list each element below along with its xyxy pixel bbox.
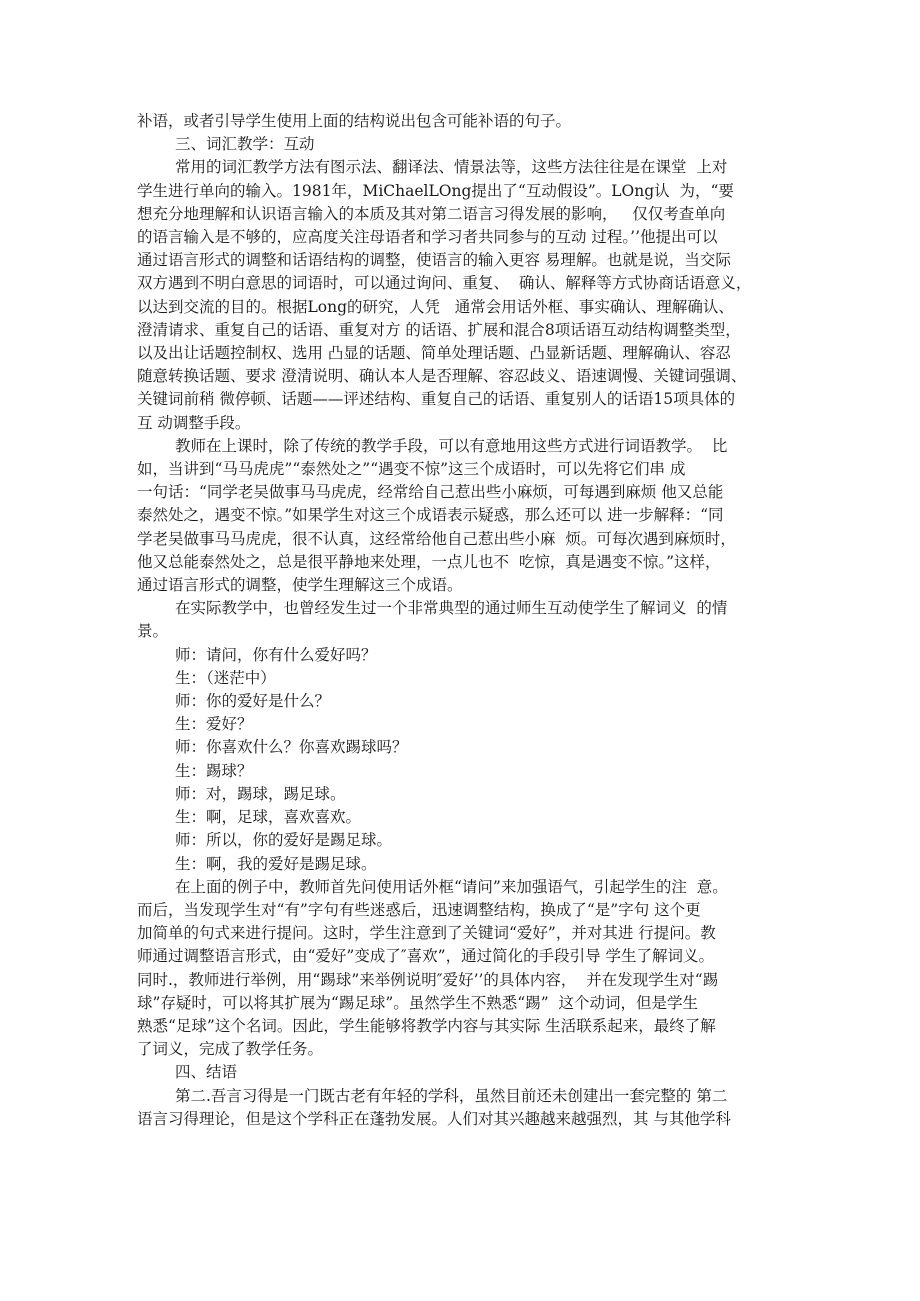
text-line: 学老吴做事马马虎虎，很不认真，这经常给他自己惹出些小麻 烦。可每次遇到麻烦时，	[137, 529, 736, 548]
section-heading	[137, 1061, 792, 1084]
text-line: 熟悉“足球”这个名词。因此，学生能够将教学内容与其实际 生活联系起来，最终了解	[137, 1016, 716, 1035]
dialog-line	[137, 806, 792, 829]
text-line: 常用的词汇教学方法有图示法、翻译法、情景法等，这些方法往往是在课堂 上对	[175, 158, 728, 177]
section-heading	[137, 133, 792, 156]
text-line: 随意转换话题、要求 澄清说明、确认本人是否理解、容忍歧义、语速调慢、关键词强调、	[137, 367, 747, 386]
text-line: 师：你的爱好是什么？	[175, 692, 331, 711]
text-line: 加简单的句式来进行提问。这时，学生注意到了关键词“爱好”，并对其进 行提问。教	[137, 924, 716, 943]
text-line: 通过语言形式的调整和话语结构的调整，使语言的输入更容 易理解。也就是说，当交际	[137, 251, 731, 270]
dialog-line	[137, 644, 792, 667]
text-line: 师通过调整语言形式，由“爱好”变成了″喜欢”，通过简化的手段引导 学生了解词义。	[137, 947, 714, 966]
text-line: 三、词汇教学：互动	[175, 135, 315, 154]
text-line: 生：啊，足球，喜欢喜欢。	[175, 808, 362, 827]
text-line: 的语言输入是不够的，应高度关注母语者和学习者共同参与的互动 过程。’’他提出可以	[137, 228, 718, 247]
text-line: 师：所以，你的爱好是踢足球。	[175, 831, 393, 850]
text-line: 生：啊，我的爱好是踢足球。	[175, 854, 377, 873]
dialog-line	[137, 760, 792, 783]
dialog-line	[137, 853, 792, 876]
text-line: 在实际教学中，也曾经发生过一个非常典型的通过师生互动使学生了解词义 的情	[175, 599, 728, 618]
text-line: 互 动调整手段。	[137, 413, 251, 432]
text-line: 语言习得理论，但是这个学科正在蓬勃发展。人们对其兴趣越来越强烈，其 与其他学科	[137, 1109, 731, 1128]
text-line: 球”存疑时，可以将其扩展为“踢足球”。虽然学生不熟悉“踢” 这个动词，但是学生	[137, 993, 698, 1012]
dialog-line	[137, 713, 792, 736]
text-line: 第二.吾言习得是一门既古老有年轻的学科，虽然目前还未创建出一套完整的 第二	[175, 1086, 728, 1105]
text-line: 生：踢球？	[175, 761, 253, 780]
text-line: 生：爱好？	[175, 715, 253, 734]
text-line: 师：你喜欢什么？你喜欢踢球吗？	[175, 738, 408, 757]
text-line: 而后，当发现学生对“有”字句有些迷惑后，迅速调整结构，换成了“是”字句 这个更	[137, 900, 701, 919]
dialog-line	[137, 667, 792, 690]
dialog-line	[137, 736, 792, 759]
text-line: 同时.，教师进行举例，用“踢球”来举例说明″爱好’’的具体内容， 并在发现学生对“踢	[137, 970, 719, 989]
text-line: 师：对，踢球，踢足球。	[175, 784, 346, 803]
text-line: 师：请问，你有什么爱好吗？	[175, 645, 377, 664]
dialog-line	[137, 783, 792, 806]
text-line: 以及出让话题控制权、选用 凸显的话题、简单处理话题、凸显新话题、理解确认、容忍	[137, 344, 731, 363]
text-line: 一句话：“同学老吴做事马马虎虎，经常给自己惹出些小麻烦，可每遇到麻烦 他又总能	[137, 483, 724, 502]
paragraph	[137, 597, 792, 643]
text-line: 在上面的例子中，教师首先问使用话外框“请问”来加强语气，引起学生的注 意。	[175, 877, 728, 896]
text-line: 澄清请求、重复自己的话语、重复对方 的话语、扩展和混合8项话语互动结构调整类型，	[137, 320, 741, 339]
text-line: 教师在上课时，除了传统的教学手段，可以有意地用这些方式进行词语教学。 比	[175, 436, 728, 455]
dialog-line	[137, 829, 792, 852]
text-line: 如，当讲到“马马虎虎”“泰然处之”“遇变不惊”这三个成语时，可以先将它们串 成	[137, 460, 686, 479]
text-line: 学生进行单向的输入。1981年，MiChaelLOng提出了“互动假设”。LOng认 为，“要	[137, 181, 734, 200]
text-line: 泰然处之，遇变不惊。”如果学生对这三个成语表示疑惑，那么还可以 进一步解释：“同	[137, 506, 724, 525]
paragraph	[137, 110, 792, 133]
text-line: 以达到交流的目的。根据Long的研究，人凭 通常会用话外框、事实确认、理解确认、	[137, 297, 734, 316]
paragraph	[137, 1085, 792, 1131]
text-line: 他又总能泰然处之，总是很平静地来处理，一点儿也不 吃惊，真是遇变不惊。”这样，	[137, 552, 721, 571]
text-line: 补语，或者引导学生使用上面的结构说出包含可能补语的句子。	[137, 112, 572, 130]
text-line: 景。	[137, 622, 169, 641]
dialog-line	[137, 690, 792, 713]
paragraph	[137, 156, 792, 434]
text-line: 想充分地理解和认识语言输入的本质及其对第二语言习得发展的影响， 仅仅考查单向	[137, 204, 726, 223]
paragraph	[137, 876, 792, 1062]
text-line: 关键词前稍 微停顿、话题——评述结构、重复自己的话语、重复别人的话语15项具体的	[137, 390, 736, 409]
text-line: 生：（迷茫中）	[175, 668, 276, 687]
text-line: 了词义，完成了教学任务。	[137, 1040, 324, 1059]
text-line: 四、结语	[175, 1063, 238, 1082]
paragraph	[137, 435, 792, 597]
text-line: 双方遇到不明白意思的词语时，可以通过询问、重复、 确认、解释等方式协商话语意义，	[137, 274, 752, 293]
text-line: 通过语言形式的调整，使学生理解这三个成语。	[137, 576, 463, 595]
